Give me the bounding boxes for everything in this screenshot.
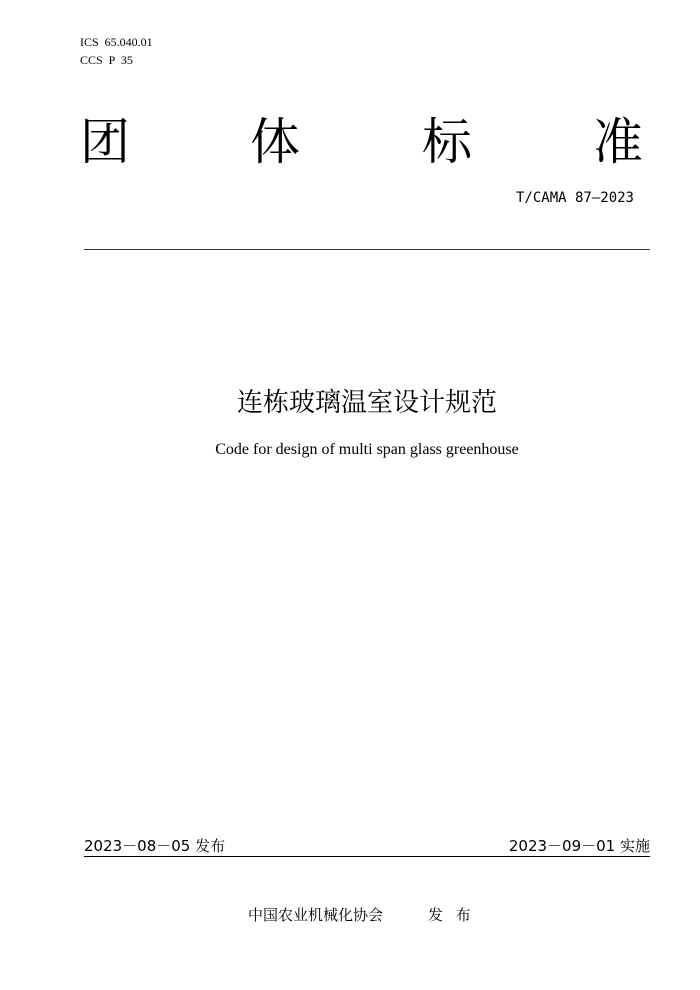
standard-type-char-3: 标 [422, 113, 472, 171]
ics-code: ICS 65.040.01 [80, 35, 153, 49]
standard-type-char-4: 准 [593, 113, 643, 171]
standard-type-char-2: 体 [250, 113, 300, 171]
title-chinese: 连栋玻璃温室设计规范 [236, 388, 497, 418]
header-divider [84, 249, 650, 250]
publish-label: 发 布 [428, 906, 475, 924]
ccs-code: CCS P 35 [80, 53, 133, 67]
title-english: Code for design of multi span glass greenhouse [215, 441, 519, 458]
standard-type-char-1: 团 [80, 113, 130, 171]
implement-date: 2023－09－01 实施 [508, 837, 650, 855]
footer-divider [84, 856, 650, 857]
publisher-name: 中国农业机械化协会 [248, 906, 384, 924]
issue-date: 2023－08－05 发布 [84, 837, 226, 855]
standard-number: T/CAMA 87—2023 [515, 190, 634, 206]
